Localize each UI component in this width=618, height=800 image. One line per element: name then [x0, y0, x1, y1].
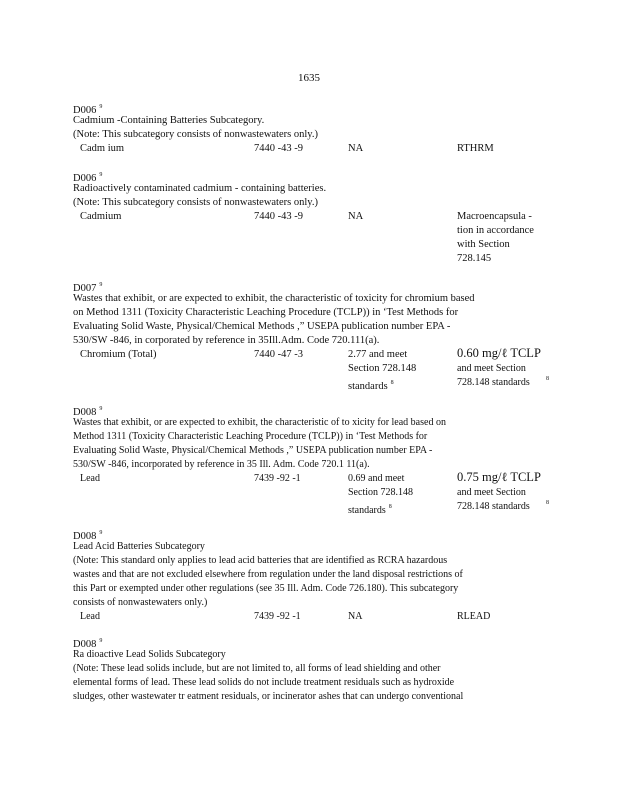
- cas-number: 7439 -92 -1: [254, 611, 301, 622]
- section-text-line: Wastes that exhibit, or are expected to exhibit, the characteristic of to xicity for lead based on: [73, 417, 446, 428]
- section-text-line: Lead Acid Batteries Subcategory: [73, 541, 205, 552]
- waste-code: D007 $^9$: [73, 282, 103, 294]
- wastewater-standard: standards $^8$: [348, 504, 392, 516]
- nonwastewater-tclp-limit: 0.60 mg/ℓ TCLP: [457, 346, 541, 360]
- waste-code: D006 $^9$: [73, 172, 103, 184]
- constituent-name: Cadm ium: [80, 143, 125, 154]
- constituent-name: Lead: [80, 611, 100, 622]
- wastewater-standard: standards $^8$: [348, 380, 394, 392]
- waste-code: D008 $^9$: [73, 406, 103, 418]
- wastewater-standard: NA: [348, 143, 364, 154]
- nonwastewater-standard: Macroencapsula -: [457, 211, 532, 222]
- waste-code: D008 $^9$: [73, 530, 103, 542]
- section-text-line: (Note: This subcategory consists of nonwastewaters only.): [73, 197, 318, 208]
- nonwastewater-standard: RLEAD: [457, 611, 491, 622]
- section-text-line: sludges, other wastewater tr eatment residuals, or incinerator ashes that can undergo conventional: [73, 691, 464, 702]
- constituent-name: Chromium (Total): [80, 349, 157, 360]
- section-text-line: Evaluating Solid Waste, Physical/Chemical Methods ,” USEPA publication number EPA -: [73, 445, 433, 456]
- waste-code: D008 $^9$: [73, 638, 103, 650]
- constituent-name: Lead: [80, 473, 100, 484]
- cas-number: 7440 -47 -3: [254, 349, 303, 360]
- section-text-line: (Note: These lead solids include, but are not limited to, all forms of lead shielding and other: [73, 663, 441, 674]
- nonwastewater-tclp-limit: 0.75 mg/ℓ TCLP: [457, 470, 541, 484]
- wastewater-standard: Section 728.148: [348, 363, 417, 374]
- section-text-line: 530/SW -846, in corporated by reference in 35Ill.Adm. Code 720.111(a).: [73, 335, 380, 346]
- constituent-name: Cadmium: [80, 211, 122, 222]
- section-text-line: Ra dioactive Lead Solids Subcategory: [73, 649, 226, 660]
- footnote-marker: 8: [546, 500, 549, 506]
- section-text-line: elemental forms of lead. These lead solids do not include treatment residuals such as hydroxide: [73, 677, 455, 688]
- nonwastewater-standard: tion in accordance: [457, 225, 534, 236]
- wastewater-standard: NA: [348, 211, 364, 222]
- waste-code: D006 $^9$: [73, 104, 103, 116]
- nonwastewater-standard: with Section: [457, 239, 510, 250]
- cas-number: 7440 -43 -9: [254, 211, 303, 222]
- section-text-line: 530/SW -846, incorporated by reference in 35 Ill. Adm. Code 720.1 11(a).: [73, 459, 370, 470]
- nonwastewater-standard: RTHRM: [457, 143, 494, 154]
- nonwastewater-standard: 728.148 standards: [457, 377, 530, 388]
- wastewater-standard: 0.69 and meet: [348, 473, 405, 484]
- wastewater-standard: Section 728.148: [348, 487, 413, 498]
- nonwastewater-standard: 728.145: [457, 253, 492, 264]
- page-number: 1635: [298, 72, 320, 84]
- section-text-line: Wastes that exhibit, or are expected to exhibit, the characteristic of toxicity for chromium based: [73, 293, 475, 304]
- nonwastewater-standard: 728.148 standards: [457, 501, 530, 512]
- section-text-line: consists of nonwastewaters only.): [73, 597, 208, 608]
- cas-number: 7440 -43 -9: [254, 143, 303, 154]
- nonwastewater-standard: and meet Section: [457, 363, 526, 374]
- section-text-line: Evaluating Solid Waste, Physical/Chemical Methods ,” USEPA publication number EPA -: [73, 321, 451, 332]
- section-text-line: Method 1311 (Toxicity Characteristic Leaching Procedure (TCLP)) in ‘Test Methods for: [73, 431, 428, 442]
- section-text-line: (Note: This standard only applies to lead acid batteries that are identified as RCRA hazardous: [73, 555, 448, 566]
- footnote-marker: 8: [546, 376, 549, 382]
- section-text-line: wastes and that are not excluded elsewhere from regulation under the land disposal restrictions of: [73, 569, 463, 580]
- section-text-line: this Part or exempted under other regulations (see 35 Ill. Adm. Code 726.180). This subcategory: [73, 583, 459, 594]
- section-text-line: on Method 1311 (Toxicity Characteristic Leaching Procedure (TCLP)) in ‘Test Methods for: [73, 307, 459, 318]
- cas-number: 7439 -92 -1: [254, 473, 301, 484]
- section-text-line: Cadmium -Containing Batteries Subcategory.: [73, 115, 265, 126]
- wastewater-standard: 2.77 and meet: [348, 349, 408, 360]
- section-text-line: Radioactively contaminated cadmium - containing batteries.: [73, 183, 327, 194]
- section-text-line: (Note: This subcategory consists of nonwastewaters only.): [73, 129, 318, 140]
- wastewater-standard: NA: [348, 611, 363, 622]
- nonwastewater-standard: and meet Section: [457, 487, 526, 498]
